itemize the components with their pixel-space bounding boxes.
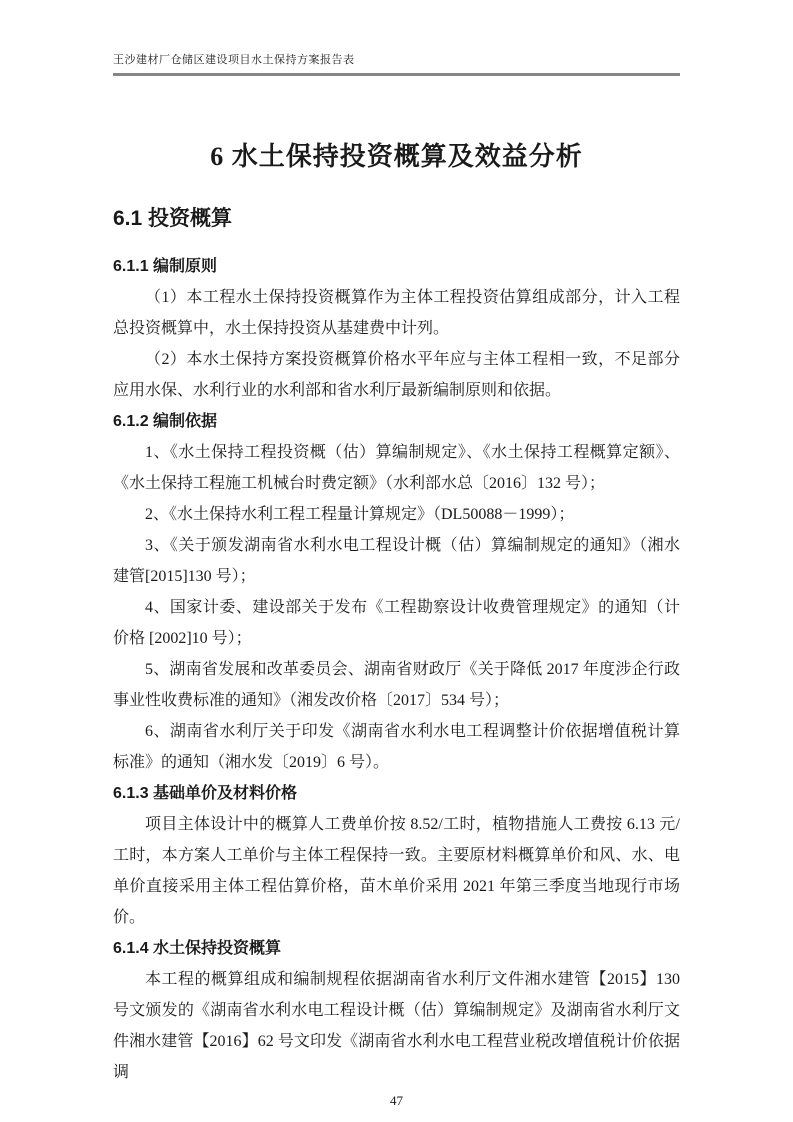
list-item-basis-3: 3、《关于颁发湖南省水利水电工程设计概（估）算编制规定的通知》（湘水建管[2015]130 号）； xyxy=(113,537,680,585)
list-item-basis-1: 1、《水土保持工程投资概（估）算编制规定》、《水土保持工程概算定额》、《水土保持工程施工机械台时费定额》（水利部水总〔2016〕132 号）； xyxy=(113,444,680,492)
page-header xyxy=(113,52,680,76)
paragraph-principle-2: （2）本水土保持方案投资概算价格水平年应与主体工程相一致，不足部分应用水保、水利行业的水利部和省水利厅最新编制原则和依据。 xyxy=(113,351,680,399)
list-item-basis-5: 5、湖南省发展和改革委员会、湖南省财政厅《关于降低 2017 年度涉企行政事业性收费标准的通知》（湘发改价格〔2017〕534 号）； xyxy=(113,661,680,709)
list-item-basis-4: 4、国家计委、建设部关于发布《工程勘察设计收费管理规定》的通知（计价格 [2002]10 号）； xyxy=(113,599,680,647)
subsection-heading-6-1-4: 6.1.4 水土保持投资概算 xyxy=(113,940,282,957)
subsection-heading-6-1-3: 6.1.3 基础单价及材料价格 xyxy=(113,785,298,802)
page-header-text: 王沙建材厂仓储区建设项目水土保持方案报告表 xyxy=(113,54,355,66)
paragraph-unit-prices: 项目主体设计中的概算人工费单价按 8.52/工时，植物措施人工费按 6.13 元/工时，本方案人工单价与主体工程保持一致。主要原材料概算单价和风、水、电单价直接采用主体工程估算价格，苗木单价采用 2021 年第三季度当地现行市场价。 xyxy=(113,816,680,926)
page-footer xyxy=(113,1092,680,1110)
page-number: 47 xyxy=(390,1093,403,1108)
list-item-basis-2: 2、《水土保持水利工程工程量计算规定》（DL50088－1999）； xyxy=(145,506,575,523)
section-heading-6-1: 6.1 投资概算 xyxy=(113,207,233,230)
paragraph-estimate-basis: 本工程的概算组成和编制规程依据湖南省水利厅文件湘水建管【2015】130 号文颁发的《湖南省水利水电工程设计概（估）算编制规定》及湖南省水利厅文件湘水建管【2016】62 号文印发《湖南省水利水电工程营业税改增值税计价依据调 xyxy=(113,971,680,1081)
list-item-basis-6: 6、湖南省水利厅关于印发《湖南省水利水电工程调整计价依据增值税计算标准》的通知（湘水发〔2019〕6 号）。 xyxy=(113,723,680,771)
paragraph-principle-1: （1）本工程水土保持投资概算作为主体工程投资估算组成部分，计入工程总投资概算中，水土保持投资从基建费中计列。 xyxy=(113,289,680,337)
subsection-heading-6-1-2: 6.1.2 编制依据 xyxy=(113,413,218,430)
chapter-title: 6 水土保持投资概算及效益分析 xyxy=(210,142,583,171)
subsection-heading-6-1-1: 6.1.1 编制原则 xyxy=(113,258,218,275)
